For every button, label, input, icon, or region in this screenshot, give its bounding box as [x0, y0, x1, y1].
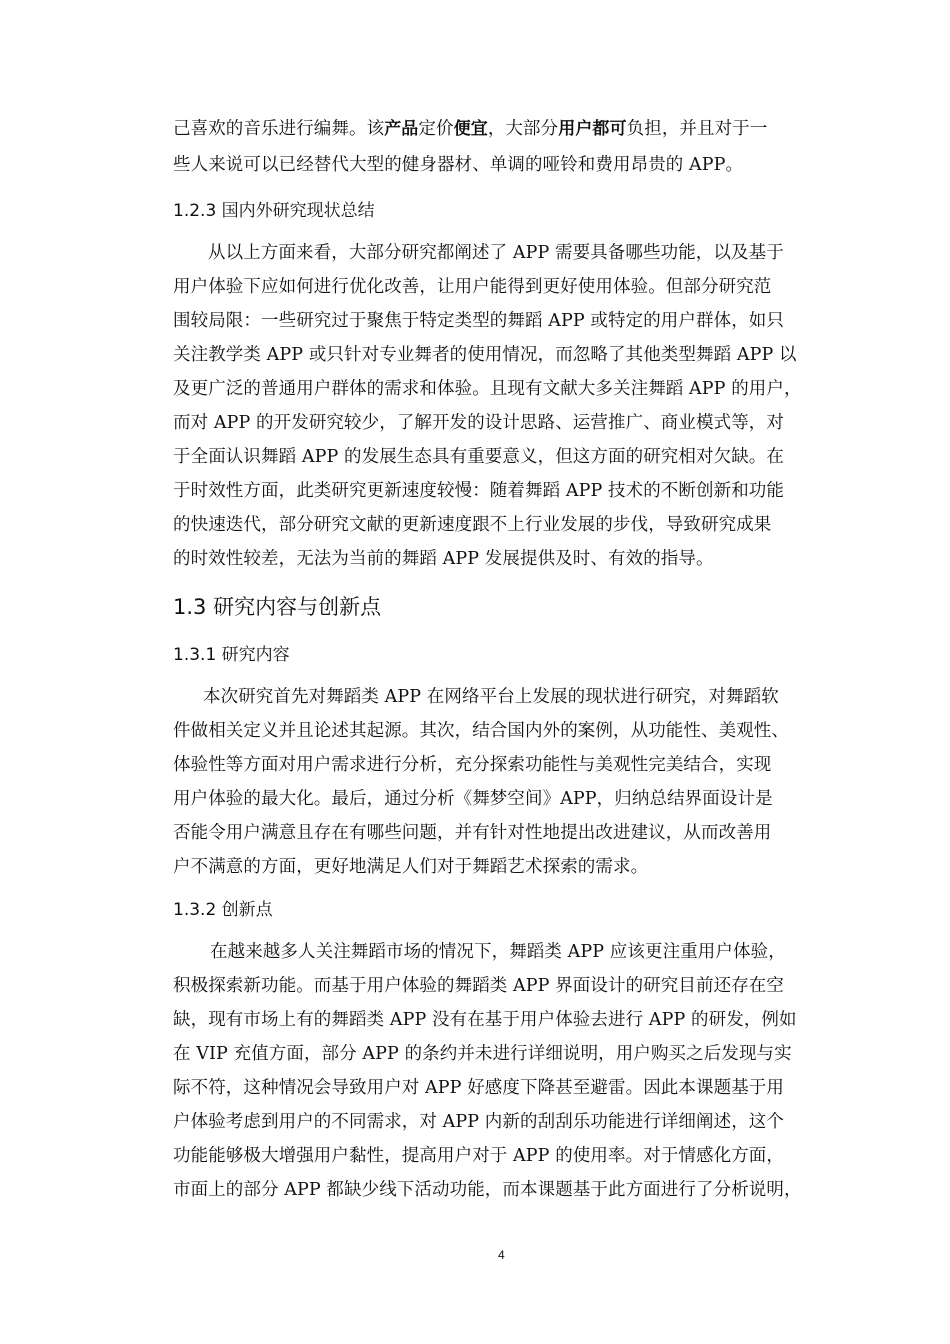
paragraph-line: 及更广泛的普通用户群体的需求和体验。且现有文献大多关注舞蹈 APP 的用户， — [173, 379, 802, 399]
paragraph-line: 在越来越多人关注舞蹈市场的情况下，舞蹈类 APP 应该更注重用户体验， — [210, 942, 786, 962]
paragraph-line: 体验性等方面对用户需求进行分析，充分探索功能性与美观性完美结合，实现 — [173, 755, 772, 775]
paragraph-line: 本次研究首先对舞蹈类 APP 在网络平台上发展的现状进行研究，对舞蹈软 — [203, 687, 779, 707]
bold-text-run: 便宜 — [453, 119, 488, 139]
paragraph-line: 从以上方面来看，大部分研究都阐述了 APP 需要具备哪些功能，以及基于 — [208, 243, 784, 263]
paragraph-line: 件做相关定义并且论述其起源。其次，结合国内外的案例，从功能性、美观性、 — [173, 721, 789, 741]
paragraph-line: 缺，现有市场上有的舞蹈类 APP 没有在基于用户体验去进行 APP 的研发，例如 — [173, 1010, 797, 1030]
paragraph-line: 而对 APP 的开发研究较少，了解开发的设计思路、运营推广、商业模式等，对 — [173, 413, 785, 433]
paragraph-line — [173, 117, 767, 141]
section-heading-1-3-2: 1.3.2 创新点 — [173, 900, 273, 920]
section-heading-1-3-1: 1.3.1 研究内容 — [173, 645, 290, 665]
text-run: 己喜欢的音乐进行编舞。该 — [173, 119, 385, 139]
text-run: ，大部分 — [487, 119, 559, 139]
paragraph-line: 关注教学类 APP 或只针对专业舞者的使用情况，而忽略了其他类型舞蹈 APP 以 — [173, 345, 797, 365]
paragraph-line: 户体验考虑到用户的不同需求，对 APP 内新的刮刮乐功能进行详细阐述，这个 — [173, 1112, 785, 1132]
bold-text-run: 用户都可 — [558, 119, 627, 139]
paragraph-line: 用户体验的最大化。最后，通过分析《舞梦空间》APP，归纳总结界面设计是 — [173, 789, 773, 809]
paragraph-line: 市面上的部分 APP 都缺少线下活动功能，而本课题基于此方面进行了分析说明， — [173, 1180, 802, 1200]
paragraph-line: 用户体验下应如何进行优化改善，让用户能得到更好使用体验。但部分研究范 — [173, 277, 772, 297]
paragraph-line: 围较局限：一些研究过于聚焦于特定类型的舞蹈 APP 或特定的用户群体，如只 — [173, 311, 785, 331]
paragraph-line: 于全面认识舞蹈 APP 的发展生态具有重要意义，但这方面的研究相对欠缺。在 — [173, 447, 785, 467]
paragraph-line: 些人来说可以已经替代大型的健身器材、单调的哑铃和费用昂贵的 APP。 — [173, 155, 744, 175]
section-heading-1-3: 1.3 研究内容与创新点 — [173, 595, 382, 619]
paragraph-line: 户不满意的方面，更好地满足人们对于舞蹈艺术探索的需求。 — [173, 857, 649, 877]
section-heading-1-2-3: 1.2.3 国内外研究现状总结 — [173, 201, 375, 221]
paragraph-line: 际不符，这种情况会导致用户对 APP 好感度下降甚至避雷。因此本课题基于用 — [173, 1078, 785, 1098]
paragraph-line: 于时效性方面，此类研究更新速度较慢：随着舞蹈 APP 技术的不断创新和功能 — [173, 481, 785, 501]
text-run: 定价 — [418, 119, 454, 139]
paragraph-line: 积极探索新功能。而基于用户体验的舞蹈类 APP 界面设计的研究目前还存在空 — [173, 976, 785, 996]
bold-text-run: 产品 — [384, 119, 419, 139]
paragraph-line: 在 VIP 充值方面，部分 APP 的条约并未进行详细说明，用户购买之后发现与实 — [173, 1044, 792, 1064]
paragraph-line: 功能能够极大增强用户黏性，提高用户对于 APP 的使用率。对于情感化方面， — [173, 1146, 785, 1166]
paragraph-line: 否能令用户满意且存在有哪些问题，并有针对性地提出改进建议，从而改善用 — [173, 823, 772, 843]
text-run: 负担，并且对于一 — [626, 119, 768, 139]
paragraph-line: 的快速迭代，部分研究文献的更新速度跟不上行业发展的步伐，导致研究成果 — [173, 515, 772, 535]
page-number: 4 — [498, 1248, 505, 1262]
paragraph-line: 的时效性较差，无法为当前的舞蹈 APP 发展提供及时、有效的指导。 — [173, 549, 714, 569]
